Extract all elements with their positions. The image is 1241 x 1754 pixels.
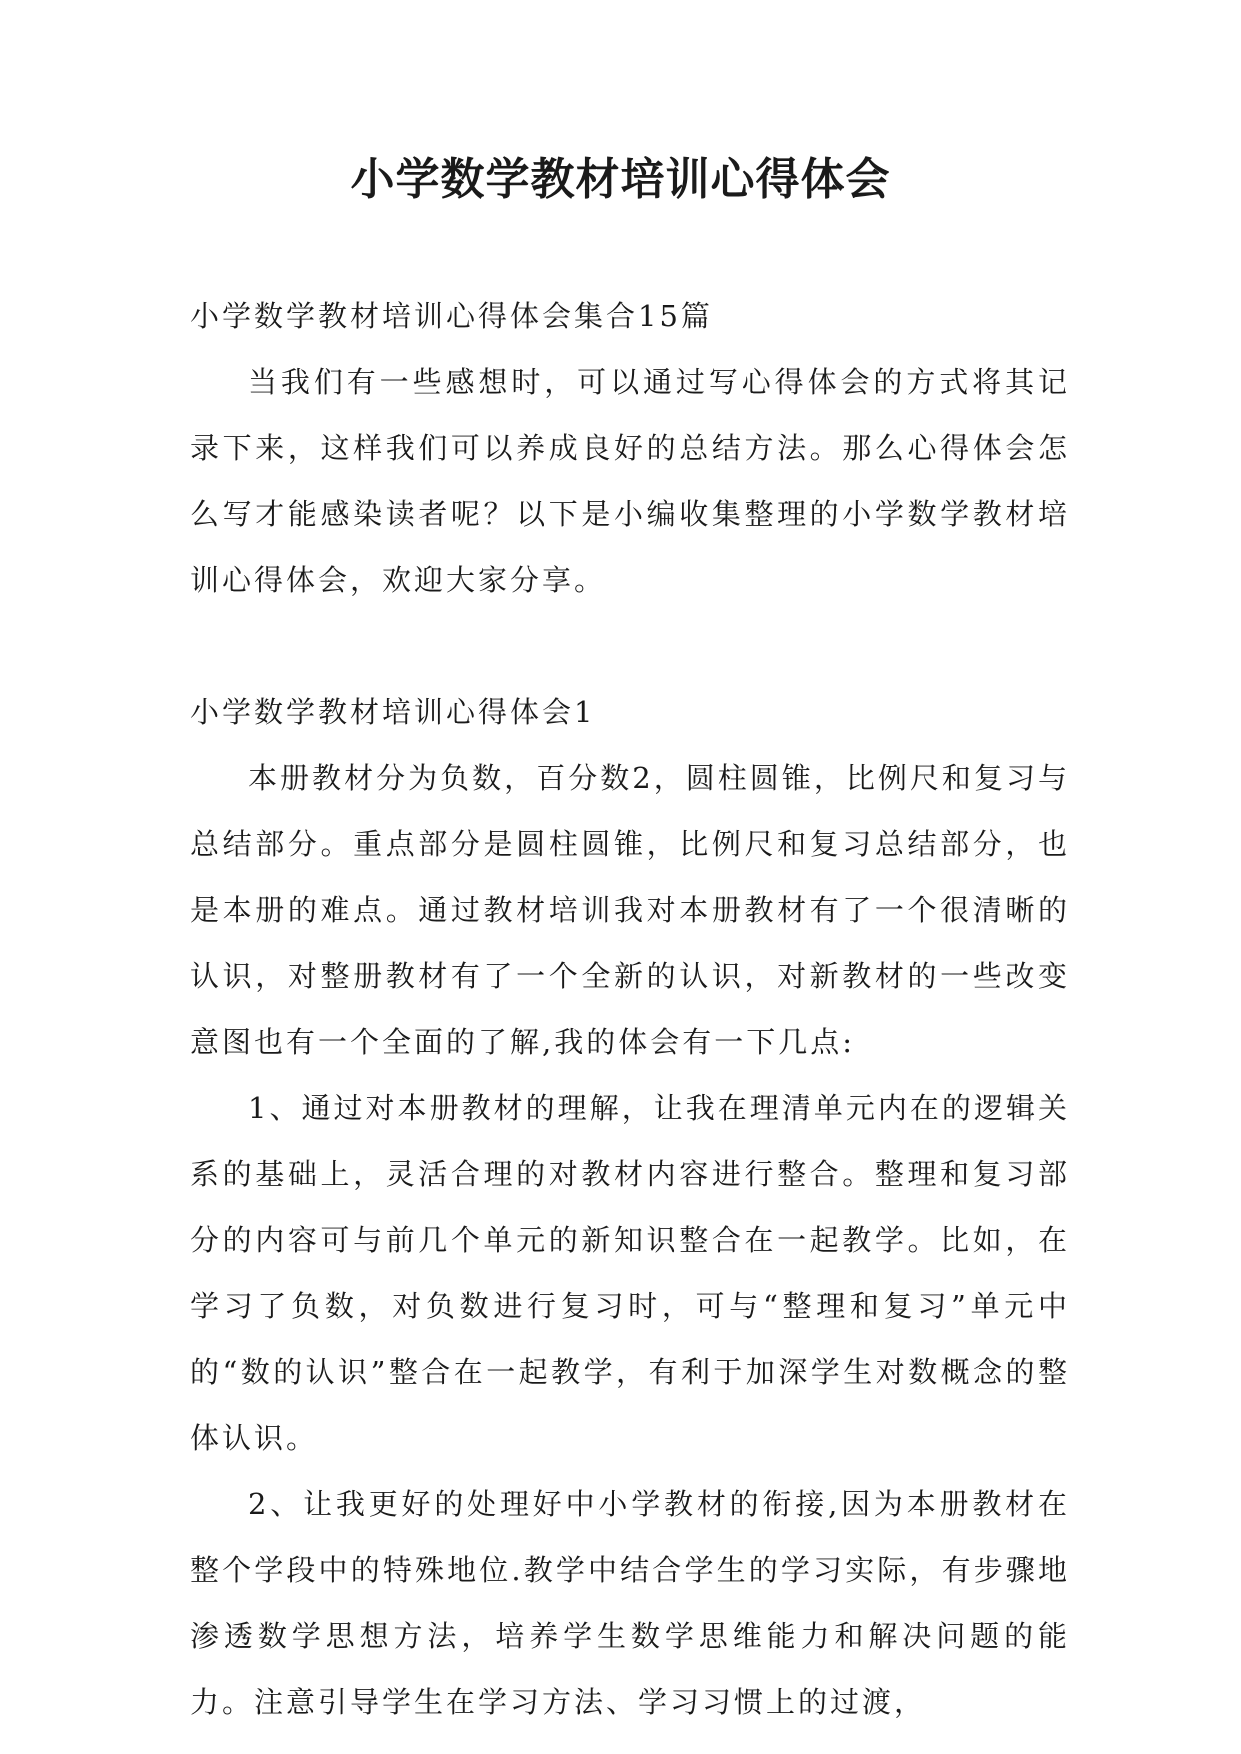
document-title: 小学数学教材培训心得体会 [350,154,891,205]
body-paragraph: 1、通过对本册教材的理解，让我在理清单元内在的逻辑关系的基础上，灵活合理的对教材内容进行整合。整理和复习部分的内容可与前几个单元的新知识整合在一起教学。比如，在学习了负数，对负数进行复习时，可与“整理和复习”单元中的“数的认识”整合在一起教学，有利于加深学生对数概念的整体认识。 [190,1091,1070,1455]
collection-heading: 小学数学教材培训心得体会集合15篇 [190,299,713,333]
blank-line [190,613,1070,679]
intro-paragraph: 当我们有一些感想时，可以通过写心得体会的方式将其记录下来，这样我们可以养成良好的总结方法。那么心得体会怎么写才能感染读者呢？以下是小编收集整理的小学数学教材培训心得体会，欢迎大家分享。 [190,365,1070,597]
document-body [190,283,1070,1735]
section-heading: 小学数学教材培训心得体会1 [190,695,596,729]
body-paragraph: 2、让我更好的处理好中小学教材的衔接,因为本册教材在整个学段中的特殊地位.教学中结合学生的学习实际，有步骤地渗透数学思想方法，培养学生数学思维能力和解决问题的能力。注意引导学生在学习方法、学习习惯上的过渡， [190,1487,1070,1719]
body-paragraph: 本册教材分为负数，百分数2，圆柱圆锥，比例尺和复习与总结部分。重点部分是圆柱圆锥，比例尺和复习总结部分，也是本册的难点。通过教材培训我对本册教材有了一个很清晰的认识，对整册教材有了一个全新的认识，对新教材的一些改变意图也有一个全面的了解,我的体会有一下几点: [190,761,1070,1059]
